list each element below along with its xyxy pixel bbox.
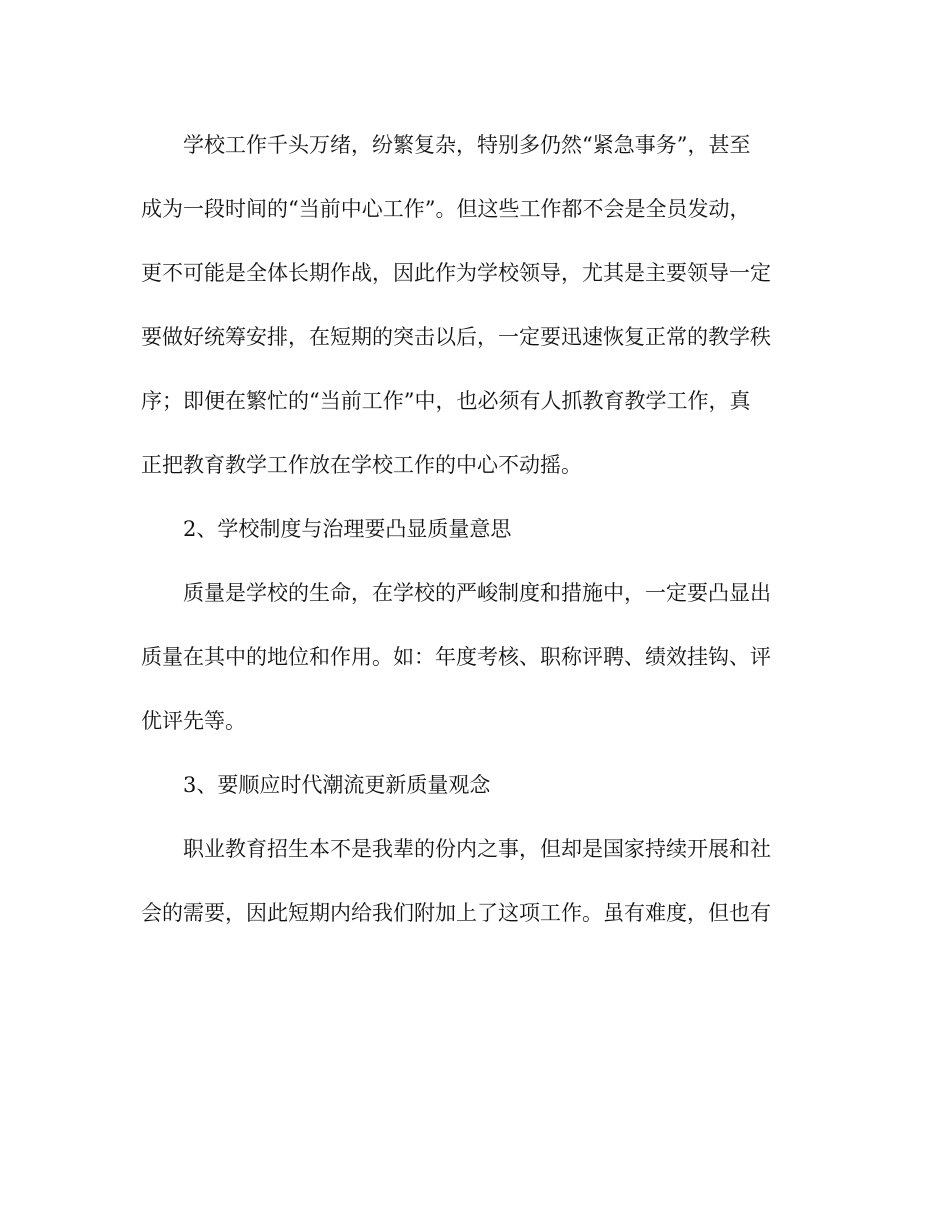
paragraph-line: 质量在其中的地位和作用。如：年度考核、职称评聘、绩效挂钩、评 <box>141 645 771 669</box>
paragraph-line: 要做好统筹安排，在短期的突击以后，一定要迅速恢复正常的教学秩 <box>141 325 771 349</box>
paragraph-line: 质量是学校的生命，在学校的严峻制度和措施中，一定要凸显出 <box>183 581 771 605</box>
paragraph-line: 更不可能是全体长期作战，因此作为学校领导，尤其是主要领导一定 <box>141 261 771 285</box>
paragraph-line: 优评先等。 <box>141 709 246 733</box>
paragraph-line: 序；即便在繁忙的“当前工作”中，也必须有人抓教育教学工作，真 <box>141 389 751 413</box>
paragraph-line: 学校工作千头万绪，纷繁复杂，特别多仍然“紧急事务”，甚至 <box>183 133 751 157</box>
section-heading: 3、要顺应时代潮流更新质量观念 <box>183 773 491 797</box>
paragraph-line: 职业教育招生本不是我辈的份内之事，但却是国家持续开展和社 <box>183 837 771 861</box>
section-heading: 2、学校制度与治理要凸显质量意思 <box>183 517 512 541</box>
paragraph-line: 正把教育教学工作放在学校工作的中心不动摇。 <box>141 453 582 477</box>
paragraph-line: 成为一段时间的“当前中心工作”。但这些工作都不会是全员发动， <box>141 197 751 221</box>
paragraph-line: 会的需要，因此短期内给我们附加上了这项工作。虽有难度，但也有 <box>141 901 771 925</box>
